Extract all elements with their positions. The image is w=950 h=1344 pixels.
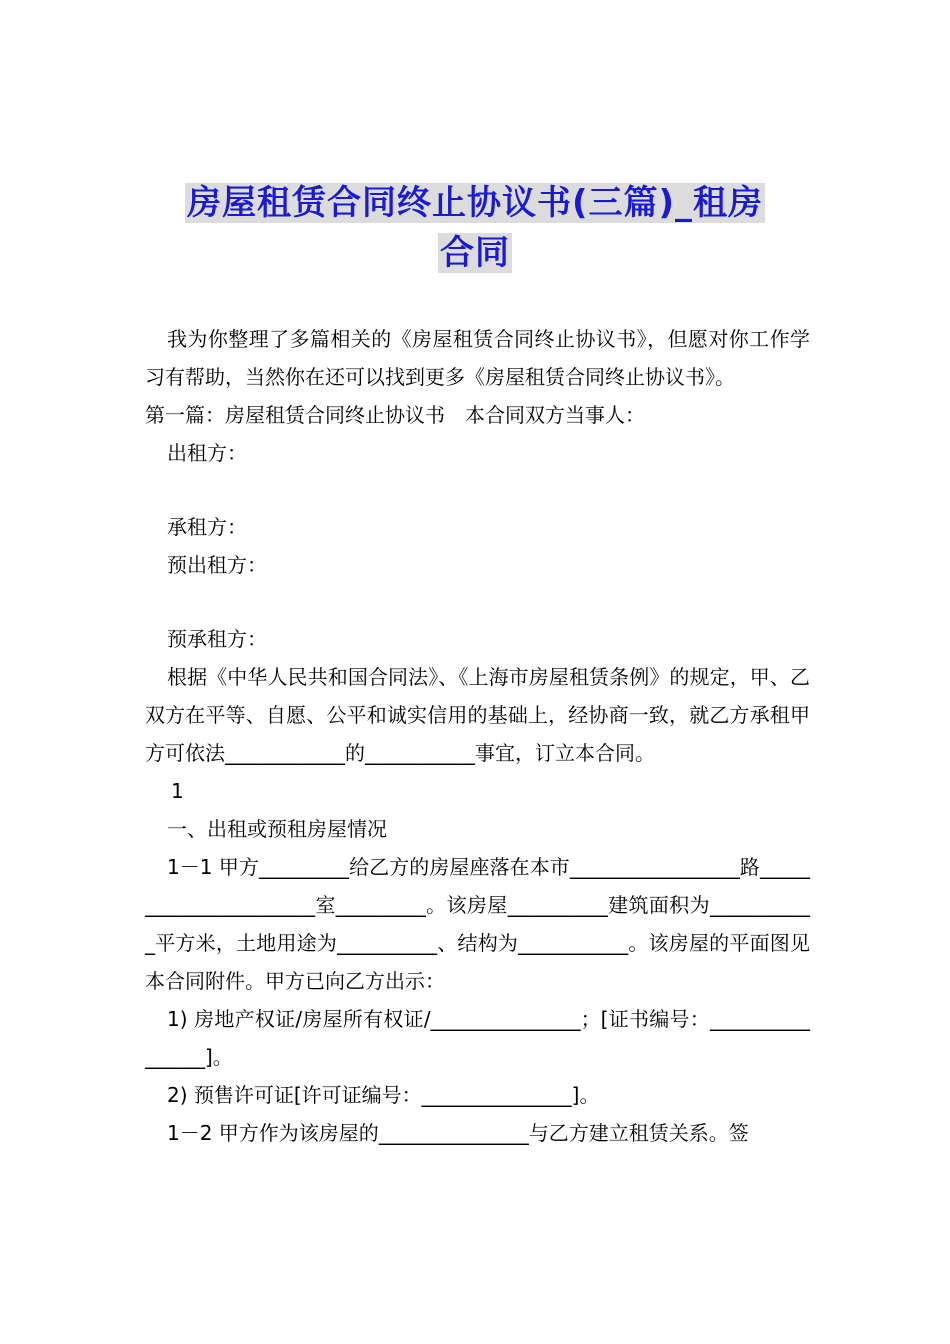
clause-1-1-item-2: 2) 预售许可证[许可证编号：_______________]。 [167, 1083, 600, 1107]
title-line-1: 房屋租赁合同终止协议书(三篇)_租房 [186, 183, 764, 223]
clause-1-1: 1－1 甲方_________给乙方的房屋座落在本市_________________路______________________室_________。该房屋__________建筑面积为___________平方米，土地用途为__________、结构为___________。该房屋的平面图见本合同附件。甲方已向乙方出示： [145, 855, 810, 993]
document-title [140, 178, 810, 278]
lessor-label: 出租方： [167, 441, 247, 465]
intro-paragraph: 我为你整理了多篇相关的《房屋租赁合同终止协议书》，但愿对你工作学习有帮助，当然你在还可以找到更多《房屋租赁合同终止协议书》。 [145, 327, 810, 389]
clause-1-2: 1－2 甲方作为该房屋的_______________与乙方建立租赁关系。签 [167, 1121, 749, 1145]
pre-lessor-label: 预出租方： [167, 553, 267, 577]
title-line-2: 合同 [440, 233, 510, 273]
page-number: 1 [171, 779, 184, 803]
clause-1-1-item-1: 1) 房地产权证/房屋所有权证/_______________；[证书编号：________________]。 [145, 1007, 810, 1069]
blank-line [145, 584, 810, 620]
pre-lessee-label: 预承租方： [167, 627, 267, 651]
part1-heading: 第一篇：房屋租赁合同终止协议书 本合同双方当事人： [145, 403, 645, 427]
section-1-heading: 一、出租或预租房屋情况 [167, 817, 387, 841]
basis-paragraph: 根据《中华人民共和国合同法》、《上海市房屋租赁条例》的规定，甲、乙双方在平等、自愿、公平和诚实信用的基础上，经协商一致，就乙方承租甲方可依法____________的___________事宜，订立本合同。 [145, 665, 810, 765]
blank-line [145, 472, 810, 508]
document-body [145, 320, 810, 1152]
lessee-label: 承租方： [167, 515, 247, 539]
